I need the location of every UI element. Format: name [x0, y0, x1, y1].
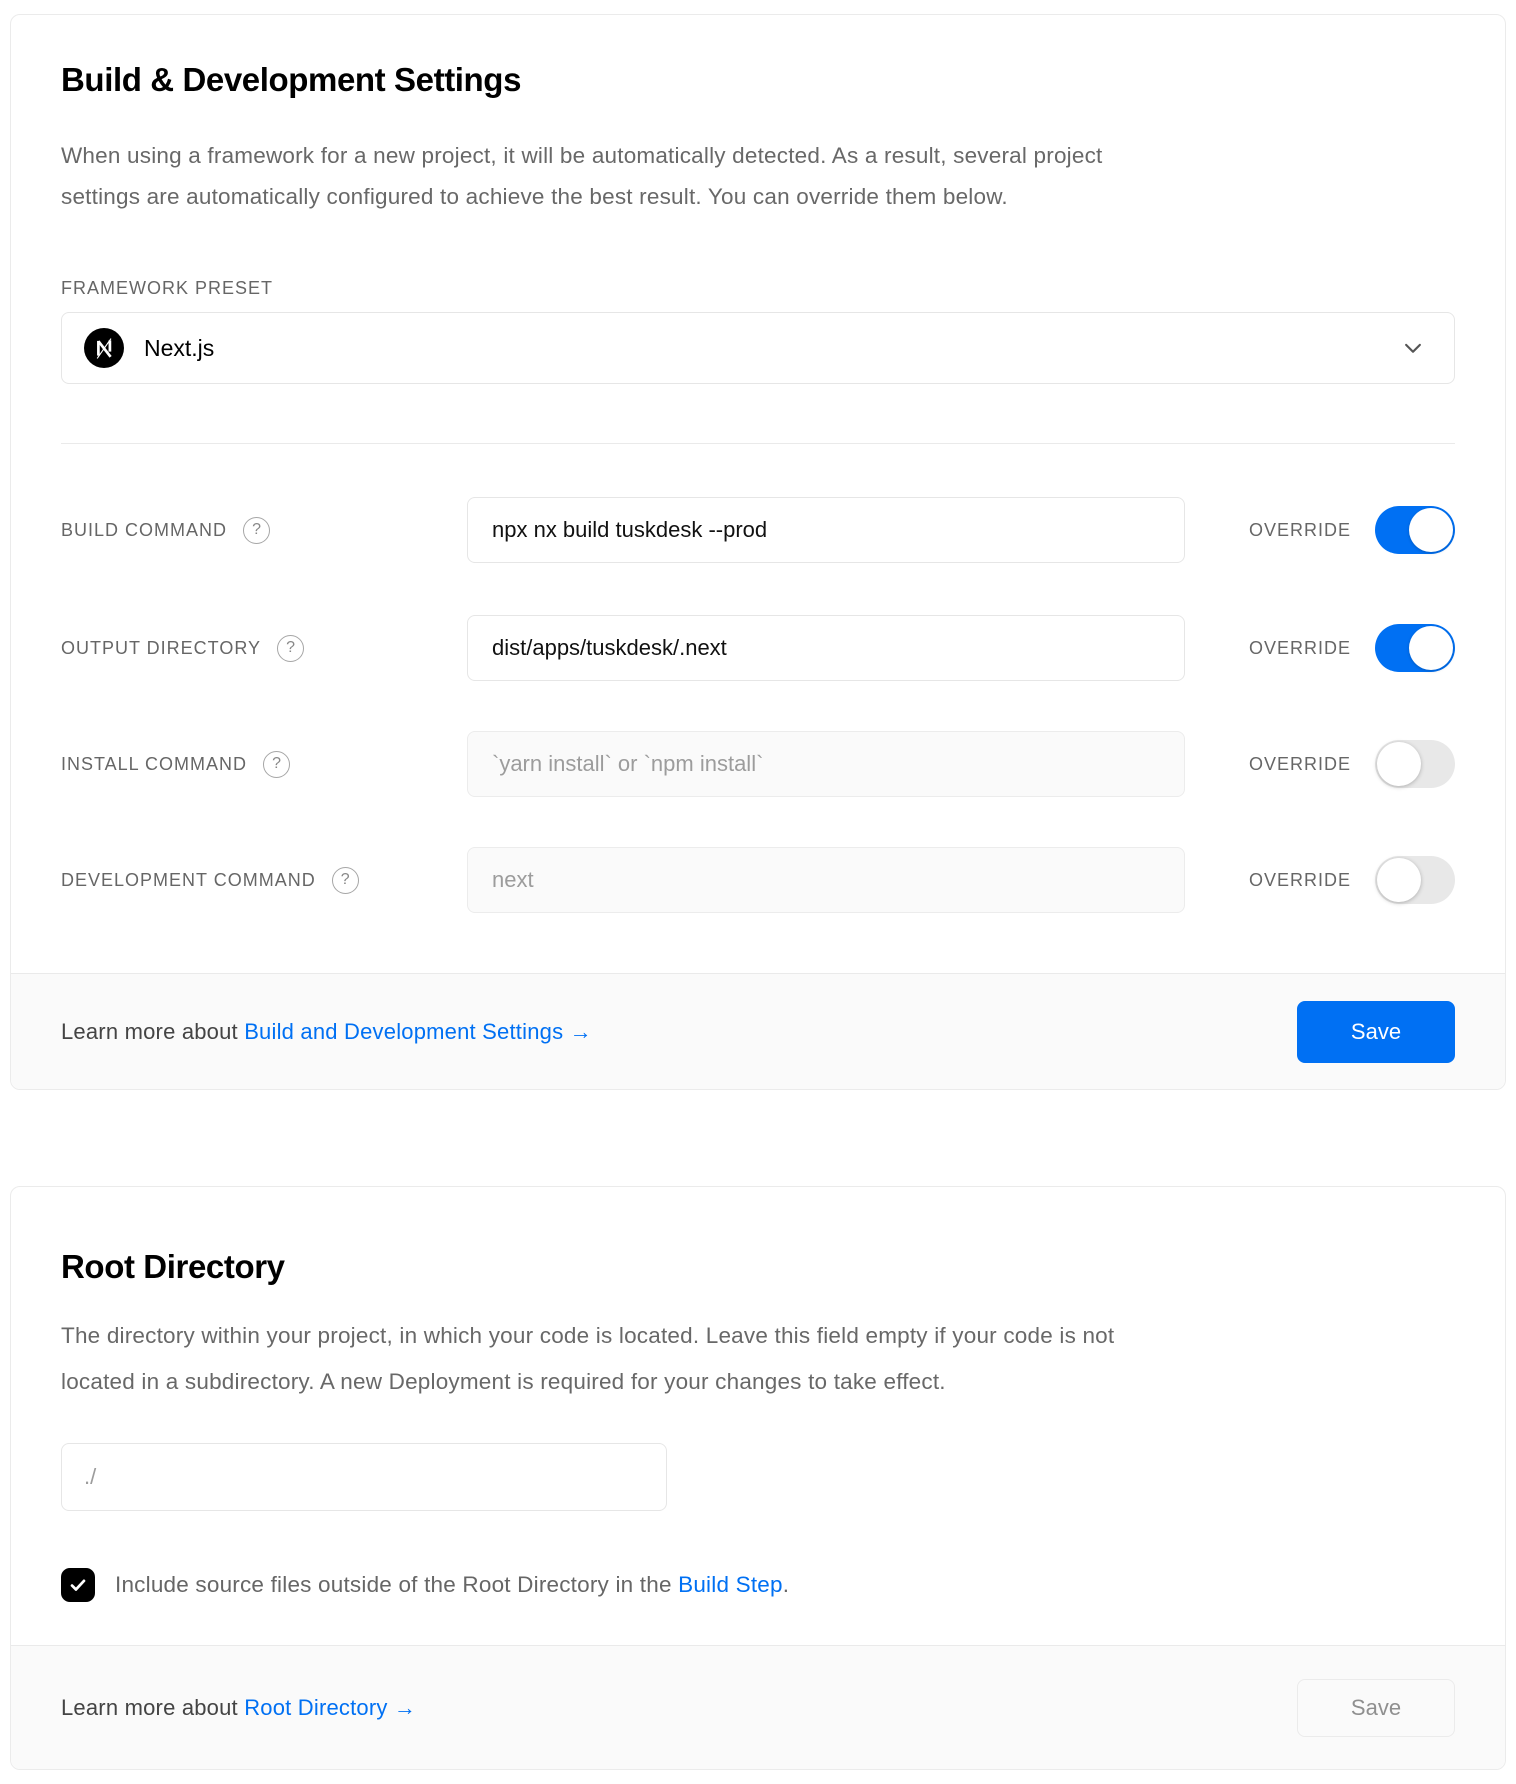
learn-more-prefix: Learn more about — [61, 1694, 245, 1720]
root-directory-footer — [11, 1645, 1505, 1769]
framework-preset-label: FRAMEWORK PRESET — [61, 278, 274, 298]
help-glyph: ? — [340, 871, 350, 888]
build-settings-card — [10, 14, 1506, 1090]
description-line: settings are automatically configured to achieve the best result. You can override them below. — [61, 184, 1008, 209]
install-command-override-toggle[interactable] — [1375, 740, 1455, 788]
description-line: The directory within your project, in which your code is located. Leave this field empty if your code is not — [61, 1323, 1115, 1348]
learn-more-text — [61, 1695, 416, 1721]
help-icon[interactable] — [277, 635, 304, 662]
help-glyph: ? — [286, 639, 295, 656]
section-divider — [61, 443, 1455, 444]
override-label: OVERRIDE — [1248, 753, 1351, 774]
help-icon[interactable] — [332, 867, 359, 894]
output-directory-override-toggle[interactable] — [1375, 624, 1455, 672]
include-source-files-label — [115, 1572, 789, 1598]
output-directory-input[interactable] — [467, 615, 1185, 681]
learn-more-text — [61, 1019, 592, 1045]
framework-preset-value: Next.js — [144, 334, 215, 361]
build-settings-title: Build & Development Settings — [61, 61, 522, 98]
build-settings-description — [61, 135, 1455, 217]
learn-more-prefix: Learn more about — [61, 1018, 245, 1044]
development-command-label: DEVELOPMENT COMMAND — [61, 869, 316, 890]
install-command-row — [61, 731, 1455, 797]
checkbox-label-suffix: . — [782, 1572, 790, 1597]
build-command-override-toggle[interactable] — [1375, 506, 1455, 554]
help-glyph: ? — [272, 755, 281, 772]
output-directory-row — [61, 615, 1455, 681]
root-directory-save-button: Save — [1297, 1679, 1455, 1737]
root-directory-description — [61, 1313, 1455, 1405]
override-label: OVERRIDE — [1248, 637, 1351, 658]
development-command-row — [61, 847, 1455, 913]
build-step-link[interactable]: Build Step — [678, 1572, 783, 1597]
help-glyph: ? — [252, 521, 261, 538]
override-label: OVERRIDE — [1248, 869, 1351, 890]
root-directory-card — [10, 1186, 1506, 1770]
override-label: OVERRIDE — [1248, 519, 1351, 540]
framework-preset-select[interactable] — [61, 312, 1455, 384]
toggle-knob — [1409, 508, 1453, 552]
description-line: When using a framework for a new project, it will be automatically detected. As a result, several project — [61, 143, 1103, 168]
root-directory-input[interactable] — [61, 1443, 667, 1511]
include-source-files-row — [61, 1568, 1455, 1602]
help-icon[interactable] — [243, 517, 270, 544]
nextjs-logo-icon — [84, 328, 124, 368]
build-settings-footer — [11, 973, 1505, 1089]
development-command-input — [467, 847, 1185, 913]
development-command-override-toggle[interactable] — [1375, 856, 1455, 904]
chevron-down-icon — [1398, 333, 1428, 363]
include-source-files-checkbox[interactable] — [61, 1568, 95, 1602]
build-command-label: BUILD COMMAND — [61, 519, 228, 540]
description-line: located in a subdirectory. A new Deployment is required for your changes to take effect. — [61, 1369, 946, 1394]
build-settings-save-button[interactable]: Save — [1297, 1001, 1455, 1063]
toggle-knob — [1377, 742, 1421, 786]
root-directory-title: Root Directory — [61, 1248, 285, 1285]
toggle-knob — [1409, 626, 1453, 670]
build-command-row — [61, 497, 1455, 563]
output-directory-label: OUTPUT DIRECTORY — [61, 637, 262, 658]
install-command-label: INSTALL COMMAND — [61, 753, 248, 774]
help-icon[interactable] — [263, 751, 290, 778]
build-command-input[interactable] — [467, 497, 1185, 563]
checkmark-icon — [67, 1574, 89, 1596]
install-command-input — [467, 731, 1185, 797]
build-settings-docs-link[interactable]: Build and Development Settings → — [244, 1018, 592, 1044]
checkbox-label-prefix: Include source files outside of the Root Directory in the — [115, 1572, 679, 1597]
root-directory-docs-link[interactable]: Root Directory → — [244, 1694, 417, 1720]
toggle-knob — [1377, 858, 1421, 902]
